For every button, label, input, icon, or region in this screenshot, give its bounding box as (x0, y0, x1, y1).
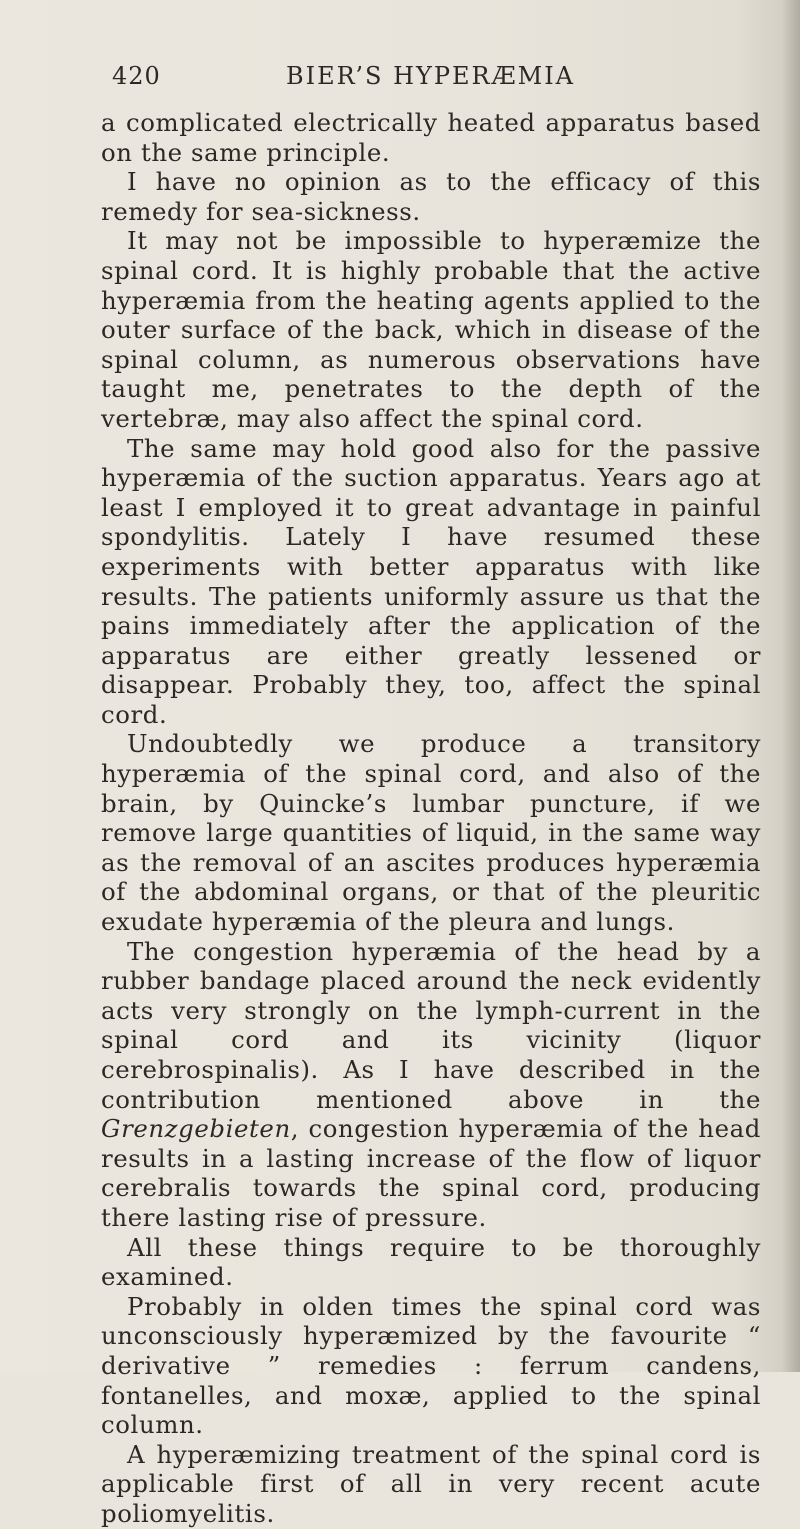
paragraph-9: A hyperæmizing treatment of the spinal cord is applicable first of all in very recent acute poliomyelitis. (101, 1439, 761, 1528)
paragraph-7: All these things require to be thoroughly examined. (101, 1232, 761, 1292)
paragraph-6 (101, 937, 761, 1233)
paragraph-6-before: The congestion hyperæmia of the head by a rubber bandage placed around the neck evidently acts very strongly on the lymph-current in the spinal cord and its vicinity (liquor cerebrospinalis). As I have described in the contribution mentioned above in the (101, 936, 761, 1114)
paragraph-4: The same may hold good also for the passive hyperæmia of the suction apparatus. Years ago at least I employed it to great advantage in painful spondylitis. Lately I have resumed these experiments with better apparatus with like results. The patients uniformly assure us that the pains immediately after the application of the apparatus are either greatly lessened or disappear. Probably they, too, affect the spinal cord. (101, 433, 761, 729)
running-head (112, 62, 752, 96)
body-text (101, 108, 761, 1529)
paragraph-8: Probably in olden times the spinal cord was unconsciously hyperæmized by the favourite “ derivative ” remedies : ferrum candens, fontanelles, and moxæ, applied to the spinal column. (101, 1291, 761, 1440)
page-number: 420 (112, 62, 161, 90)
paragraph-5: Undoubtedly we produce a transitory hyperæmia of the spinal cord, and also of the brain, by Quincke’s lumbar puncture, if we remove large quantities of liquid, in the same way as the removal of an ascites produces hyperæmia of the abdominal organs, or that of the pleuritic exudate hyperæmia of the pleura and lungs. (101, 729, 761, 937)
paragraph-1: a complicated electrically heated apparatus based on the same principle. (101, 108, 761, 167)
running-title: BIER’S HYPERÆMIA (286, 62, 576, 90)
paragraph-2: I have no opinion as to the efficacy of this remedy for sea-sickness. (101, 167, 761, 226)
grenzgebieten-italic: Grenzgebieten (101, 1114, 291, 1144)
paragraph-6-after: , congestion hyperæmia of the head results in a lasting increase of the flow of liquor cerebralis towards the spinal cord, producing there lasting rise of pressure. (101, 1114, 761, 1232)
page-edge-shadow (782, 0, 800, 1372)
paragraph-3: It may not be impossible to hyperæmize the spinal cord. It is highly probable that the active hyperæmia from the heating agents applied to the outer surface of the back, which in disease of the spinal column, as numerous observations have taught me, penetrates to the depth of the vertebræ, may also affect the spinal cord. (101, 226, 761, 433)
